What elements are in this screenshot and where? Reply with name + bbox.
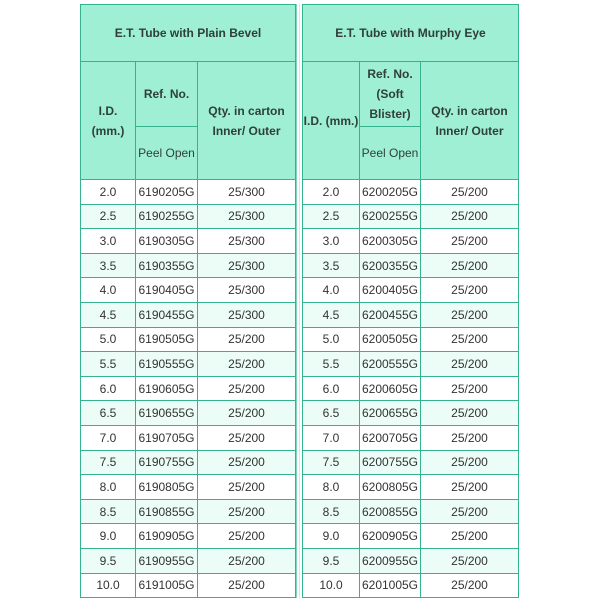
ref-no-cell: 6200205G — [360, 180, 421, 205]
ref-no-cell: 6191005G — [136, 573, 198, 598]
ref-no-cell: 6200505G — [360, 327, 421, 352]
id-cell: 7.0 — [303, 425, 360, 450]
table-row — [303, 425, 519, 450]
table-row — [303, 352, 519, 377]
table-row — [303, 302, 519, 327]
table-row — [303, 204, 519, 229]
qty-header: Qty. in carton Inner/ Outer — [198, 62, 296, 180]
ref-no-soft-blister-header: Ref. No. (Soft Blister) — [360, 62, 421, 127]
qty-cell: 25/300 — [198, 302, 296, 327]
murphy-eye-rows — [303, 180, 519, 598]
table-divider-shadow — [299, 4, 300, 598]
plain-bevel-title: E.T. Tube with Plain Bevel — [81, 5, 296, 62]
id-cell: 9.0 — [81, 524, 136, 549]
peel-open-header: Peel Open — [360, 127, 421, 180]
id-cell: 6.5 — [303, 401, 360, 426]
id-header: I.D. (mm.) — [303, 62, 360, 180]
id-cell: 9.0 — [303, 524, 360, 549]
table-row — [303, 475, 519, 500]
id-cell: 3.0 — [303, 229, 360, 254]
id-cell: 3.5 — [303, 253, 360, 278]
qty-cell: 25/200 — [421, 450, 519, 475]
ref-no-cell: 6190755G — [136, 450, 198, 475]
qty-cell: 25/200 — [198, 499, 296, 524]
id-cell: 5.0 — [303, 327, 360, 352]
qty-cell: 25/200 — [198, 475, 296, 500]
ref-no-cell: 6190655G — [136, 401, 198, 426]
qty-cell: 25/200 — [421, 425, 519, 450]
table-row — [81, 253, 296, 278]
table-row — [81, 229, 296, 254]
qty-cell: 25/300 — [198, 278, 296, 303]
id-cell: 4.5 — [81, 302, 136, 327]
ref-no-cell: 6190305G — [136, 229, 198, 254]
table-row — [81, 401, 296, 426]
ref-no-cell: 6190505G — [136, 327, 198, 352]
table-row — [303, 499, 519, 524]
table-row — [81, 302, 296, 327]
qty-cell: 25/200 — [421, 499, 519, 524]
id-cell: 9.5 — [303, 548, 360, 573]
ref-no-cell: 6200705G — [360, 425, 421, 450]
table-row — [303, 180, 519, 205]
id-cell: 10.0 — [81, 573, 136, 598]
id-cell: 4.0 — [81, 278, 136, 303]
ref-no-cell: 6190405G — [136, 278, 198, 303]
id-cell: 3.5 — [81, 253, 136, 278]
qty-cell: 25/200 — [198, 450, 296, 475]
peel-open-header: Peel Open — [136, 127, 198, 180]
table-divider — [296, 4, 297, 598]
qty-cell: 25/200 — [421, 204, 519, 229]
id-cell: 7.5 — [81, 450, 136, 475]
ref-no-cell: 6200405G — [360, 278, 421, 303]
table-row — [81, 573, 296, 598]
ref-no-cell: 6190855G — [136, 499, 198, 524]
ref-no-cell: 6190905G — [136, 524, 198, 549]
qty-cell: 25/200 — [421, 180, 519, 205]
qty-cell: 25/200 — [421, 573, 519, 598]
id-cell: 3.0 — [81, 229, 136, 254]
qty-cell: 25/300 — [198, 253, 296, 278]
qty-cell: 25/300 — [198, 204, 296, 229]
id-cell: 8.0 — [303, 475, 360, 500]
id-cell: 6.0 — [81, 376, 136, 401]
id-cell: 5.0 — [81, 327, 136, 352]
qty-cell: 25/200 — [198, 425, 296, 450]
ref-no-cell: 6200755G — [360, 450, 421, 475]
table-row — [303, 548, 519, 573]
id-cell: 8.5 — [81, 499, 136, 524]
ref-no-cell: 6190805G — [136, 475, 198, 500]
table-row — [303, 376, 519, 401]
ref-no-cell: 6200455G — [360, 302, 421, 327]
qty-cell: 25/200 — [421, 229, 519, 254]
murphy-eye-table — [302, 4, 519, 598]
plain-bevel-table — [80, 4, 296, 598]
id-cell: 2.0 — [81, 180, 136, 205]
table-row — [81, 548, 296, 573]
ref-no-cell: 6200855G — [360, 499, 421, 524]
id-cell: 9.5 — [81, 548, 136, 573]
table-row — [81, 352, 296, 377]
qty-cell: 25/200 — [421, 401, 519, 426]
table-row — [303, 401, 519, 426]
ref-no-cell: 6190205G — [136, 180, 198, 205]
ref-no-cell: 6200955G — [360, 548, 421, 573]
table-row — [81, 327, 296, 352]
ref-no-cell: 6201005G — [360, 573, 421, 598]
qty-cell: 25/200 — [198, 548, 296, 573]
qty-cell: 25/200 — [421, 253, 519, 278]
ref-no-cell: 6200255G — [360, 204, 421, 229]
table-row — [303, 573, 519, 598]
id-cell: 6.5 — [81, 401, 136, 426]
ref-no-cell: 6200905G — [360, 524, 421, 549]
qty-cell: 25/300 — [198, 180, 296, 205]
table-row — [81, 204, 296, 229]
ref-no-cell: 6200305G — [360, 229, 421, 254]
qty-cell: 25/200 — [421, 302, 519, 327]
qty-cell: 25/200 — [198, 376, 296, 401]
qty-cell: 25/200 — [198, 573, 296, 598]
id-cell: 4.5 — [303, 302, 360, 327]
id-header: I.D. (mm.) — [81, 62, 136, 180]
qty-cell: 25/200 — [421, 352, 519, 377]
qty-cell: 25/200 — [198, 524, 296, 549]
ref-no-cell: 6200605G — [360, 376, 421, 401]
id-cell: 7.5 — [303, 450, 360, 475]
id-cell: 7.0 — [81, 425, 136, 450]
qty-cell: 25/200 — [421, 548, 519, 573]
id-cell: 2.0 — [303, 180, 360, 205]
ref-no-cell: 6190705G — [136, 425, 198, 450]
qty-cell: 25/200 — [421, 524, 519, 549]
id-cell: 10.0 — [303, 573, 360, 598]
table-row — [81, 450, 296, 475]
id-cell: 5.5 — [303, 352, 360, 377]
id-cell: 8.5 — [303, 499, 360, 524]
table-row — [81, 278, 296, 303]
qty-cell: 25/200 — [198, 352, 296, 377]
table-row — [81, 376, 296, 401]
table-row — [303, 327, 519, 352]
qty-cell: 25/200 — [198, 327, 296, 352]
table-row — [303, 450, 519, 475]
id-cell: 2.5 — [81, 204, 136, 229]
table-row — [303, 278, 519, 303]
qty-header: Qty. in carton Inner/ Outer — [421, 62, 519, 180]
ref-no-cell: 6190555G — [136, 352, 198, 377]
plain-bevel-rows — [81, 180, 296, 598]
qty-cell: 25/200 — [421, 475, 519, 500]
ref-no-cell: 6190255G — [136, 204, 198, 229]
table-row — [303, 253, 519, 278]
ref-no-cell: 6200805G — [360, 475, 421, 500]
qty-cell: 25/200 — [421, 327, 519, 352]
qty-cell: 25/200 — [421, 376, 519, 401]
ref-no-cell: 6190955G — [136, 548, 198, 573]
id-cell: 4.0 — [303, 278, 360, 303]
murphy-eye-title: E.T. Tube with Murphy Eye — [303, 5, 519, 62]
ref-no-cell: 6200555G — [360, 352, 421, 377]
id-cell: 5.5 — [81, 352, 136, 377]
ref-no-cell: 6190605G — [136, 376, 198, 401]
id-cell: 8.0 — [81, 475, 136, 500]
table-row — [81, 499, 296, 524]
qty-cell: 25/200 — [421, 278, 519, 303]
ref-no-cell: 6190455G — [136, 302, 198, 327]
id-cell: 6.0 — [303, 376, 360, 401]
id-cell: 2.5 — [303, 204, 360, 229]
table-row — [81, 475, 296, 500]
qty-cell: 25/300 — [198, 229, 296, 254]
qty-cell: 25/200 — [198, 401, 296, 426]
ref-no-cell: 6200355G — [360, 253, 421, 278]
ref-no-cell: 6190355G — [136, 253, 198, 278]
table-row — [303, 524, 519, 549]
table-row — [303, 229, 519, 254]
table-row — [81, 425, 296, 450]
ref-no-header: Ref. No. — [136, 62, 198, 127]
table-row — [81, 180, 296, 205]
ref-no-cell: 6200655G — [360, 401, 421, 426]
table-row — [81, 524, 296, 549]
